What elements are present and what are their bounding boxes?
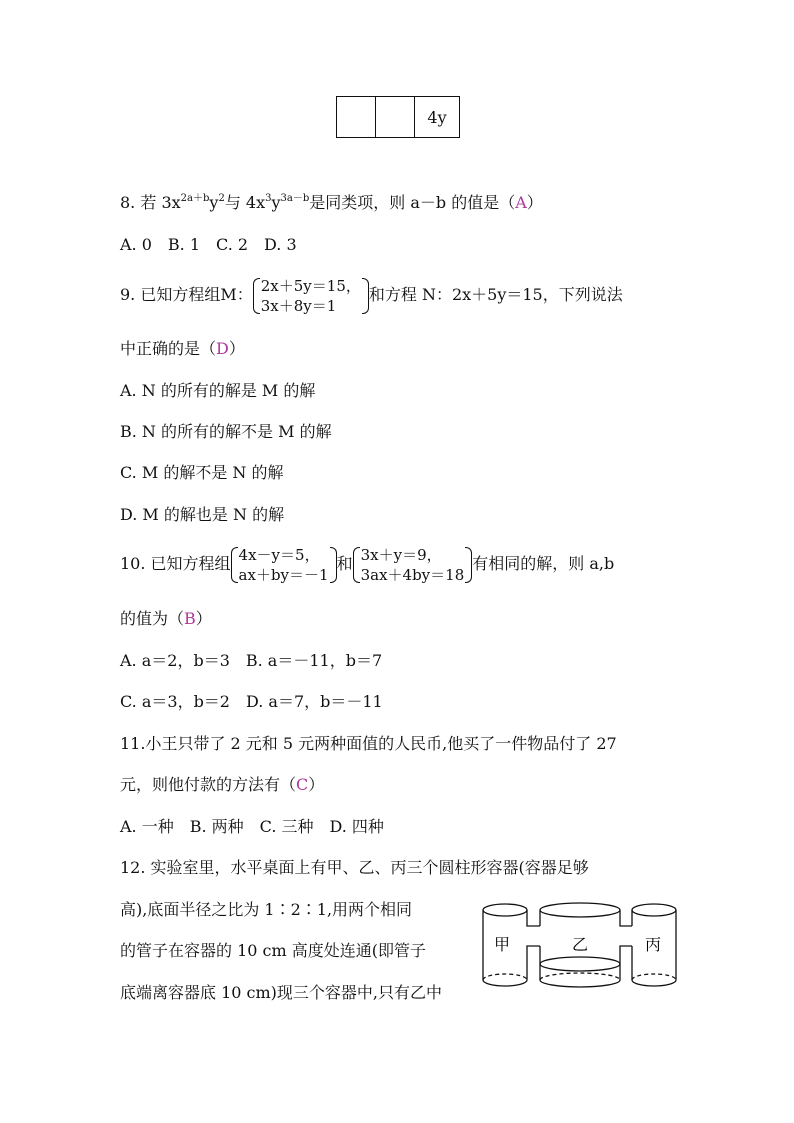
- q10-stem: 10. 已知方程组 4x－y＝5， ax＋by＝－1 和 3x＋y＝9， 3ax＋4by＝18 有相同的解，则 a,b: [120, 545, 615, 584]
- q11-answer: C: [296, 775, 309, 794]
- q9-stem: 9. 已知方程组M： 2x＋5y＝15， 3x＋8y＝1 和方程 N：2x＋5y＝15，下列说法: [120, 276, 623, 315]
- q10-system-2: 3x＋y＝9， 3ax＋4by＝18: [353, 545, 473, 585]
- q11-options: A. 一种 B. 两种 C. 三种 D. 四种: [120, 817, 384, 836]
- q12-stem: 12. 实验室里，水平桌面上有甲、乙、丙三个圆柱形容器(容器足够: [120, 858, 589, 877]
- q10-answer: B: [184, 609, 196, 628]
- grid-cell-1: [337, 97, 376, 137]
- q9-option-c: C. M 的解不是 N 的解: [120, 463, 284, 482]
- grid-cell-3: 4y: [427, 107, 447, 127]
- q8-stem: 8. 若 $3x^{2a+b}y^2$与 $4x^3y^{3a-b}$是同类项，则 a－b 的值是（A）: [120, 193, 543, 212]
- cylinders-figure: [480, 898, 690, 998]
- q8-options: A. 0 B. 1 C. 2 D. 3: [120, 235, 297, 254]
- cylinder-jia: [483, 904, 540, 986]
- q11-stem-line2: 元，则他付款的方法有（C）: [120, 775, 325, 794]
- q10-stem-line2: 的值为（B）: [120, 609, 212, 628]
- label-yi: 乙: [572, 935, 589, 954]
- q9-answer: D: [216, 339, 229, 358]
- q10-options-1: A. a＝2，b＝3 B. a＝－11，b＝7: [120, 651, 383, 670]
- q9-option-a: A. N 的所有的解是 M 的解: [120, 381, 316, 400]
- q9-system: 2x＋5y＝15， 3x＋8y＝1: [253, 276, 369, 316]
- q12-stem-line3: 的管子在容器的 10 cm 高度处连通(即管子: [120, 941, 426, 960]
- q9-stem-line2: 中正确的是（D）: [120, 339, 245, 358]
- q12-stem-line4: 底端离容器底 10 cm)现三个容器中,只有乙中: [120, 983, 442, 1002]
- answer-grid: [336, 96, 460, 138]
- grid-cell-2: [376, 97, 415, 137]
- q8-answer: A: [515, 193, 527, 212]
- label-jia: 甲: [494, 935, 511, 954]
- q12-stem-line2: 高),底面半径之比为 1∶2∶1,用两个相同: [120, 900, 413, 919]
- label-bing: 丙: [645, 935, 662, 954]
- q9-option-b: B. N 的所有的解不是 M 的解: [120, 422, 332, 441]
- q11-stem: 11.小王只带了 2 元和 5 元两种面值的人民币,他买了一件物品付了 27: [120, 734, 617, 753]
- q10-system-1: 4x－y＝5， ax＋by＝－1: [231, 545, 337, 585]
- q10-options-2: C. a＝3，b＝2 D. a＝7，b＝－11: [120, 692, 383, 711]
- q9-option-d: D. M 的解也是 N 的解: [120, 505, 285, 524]
